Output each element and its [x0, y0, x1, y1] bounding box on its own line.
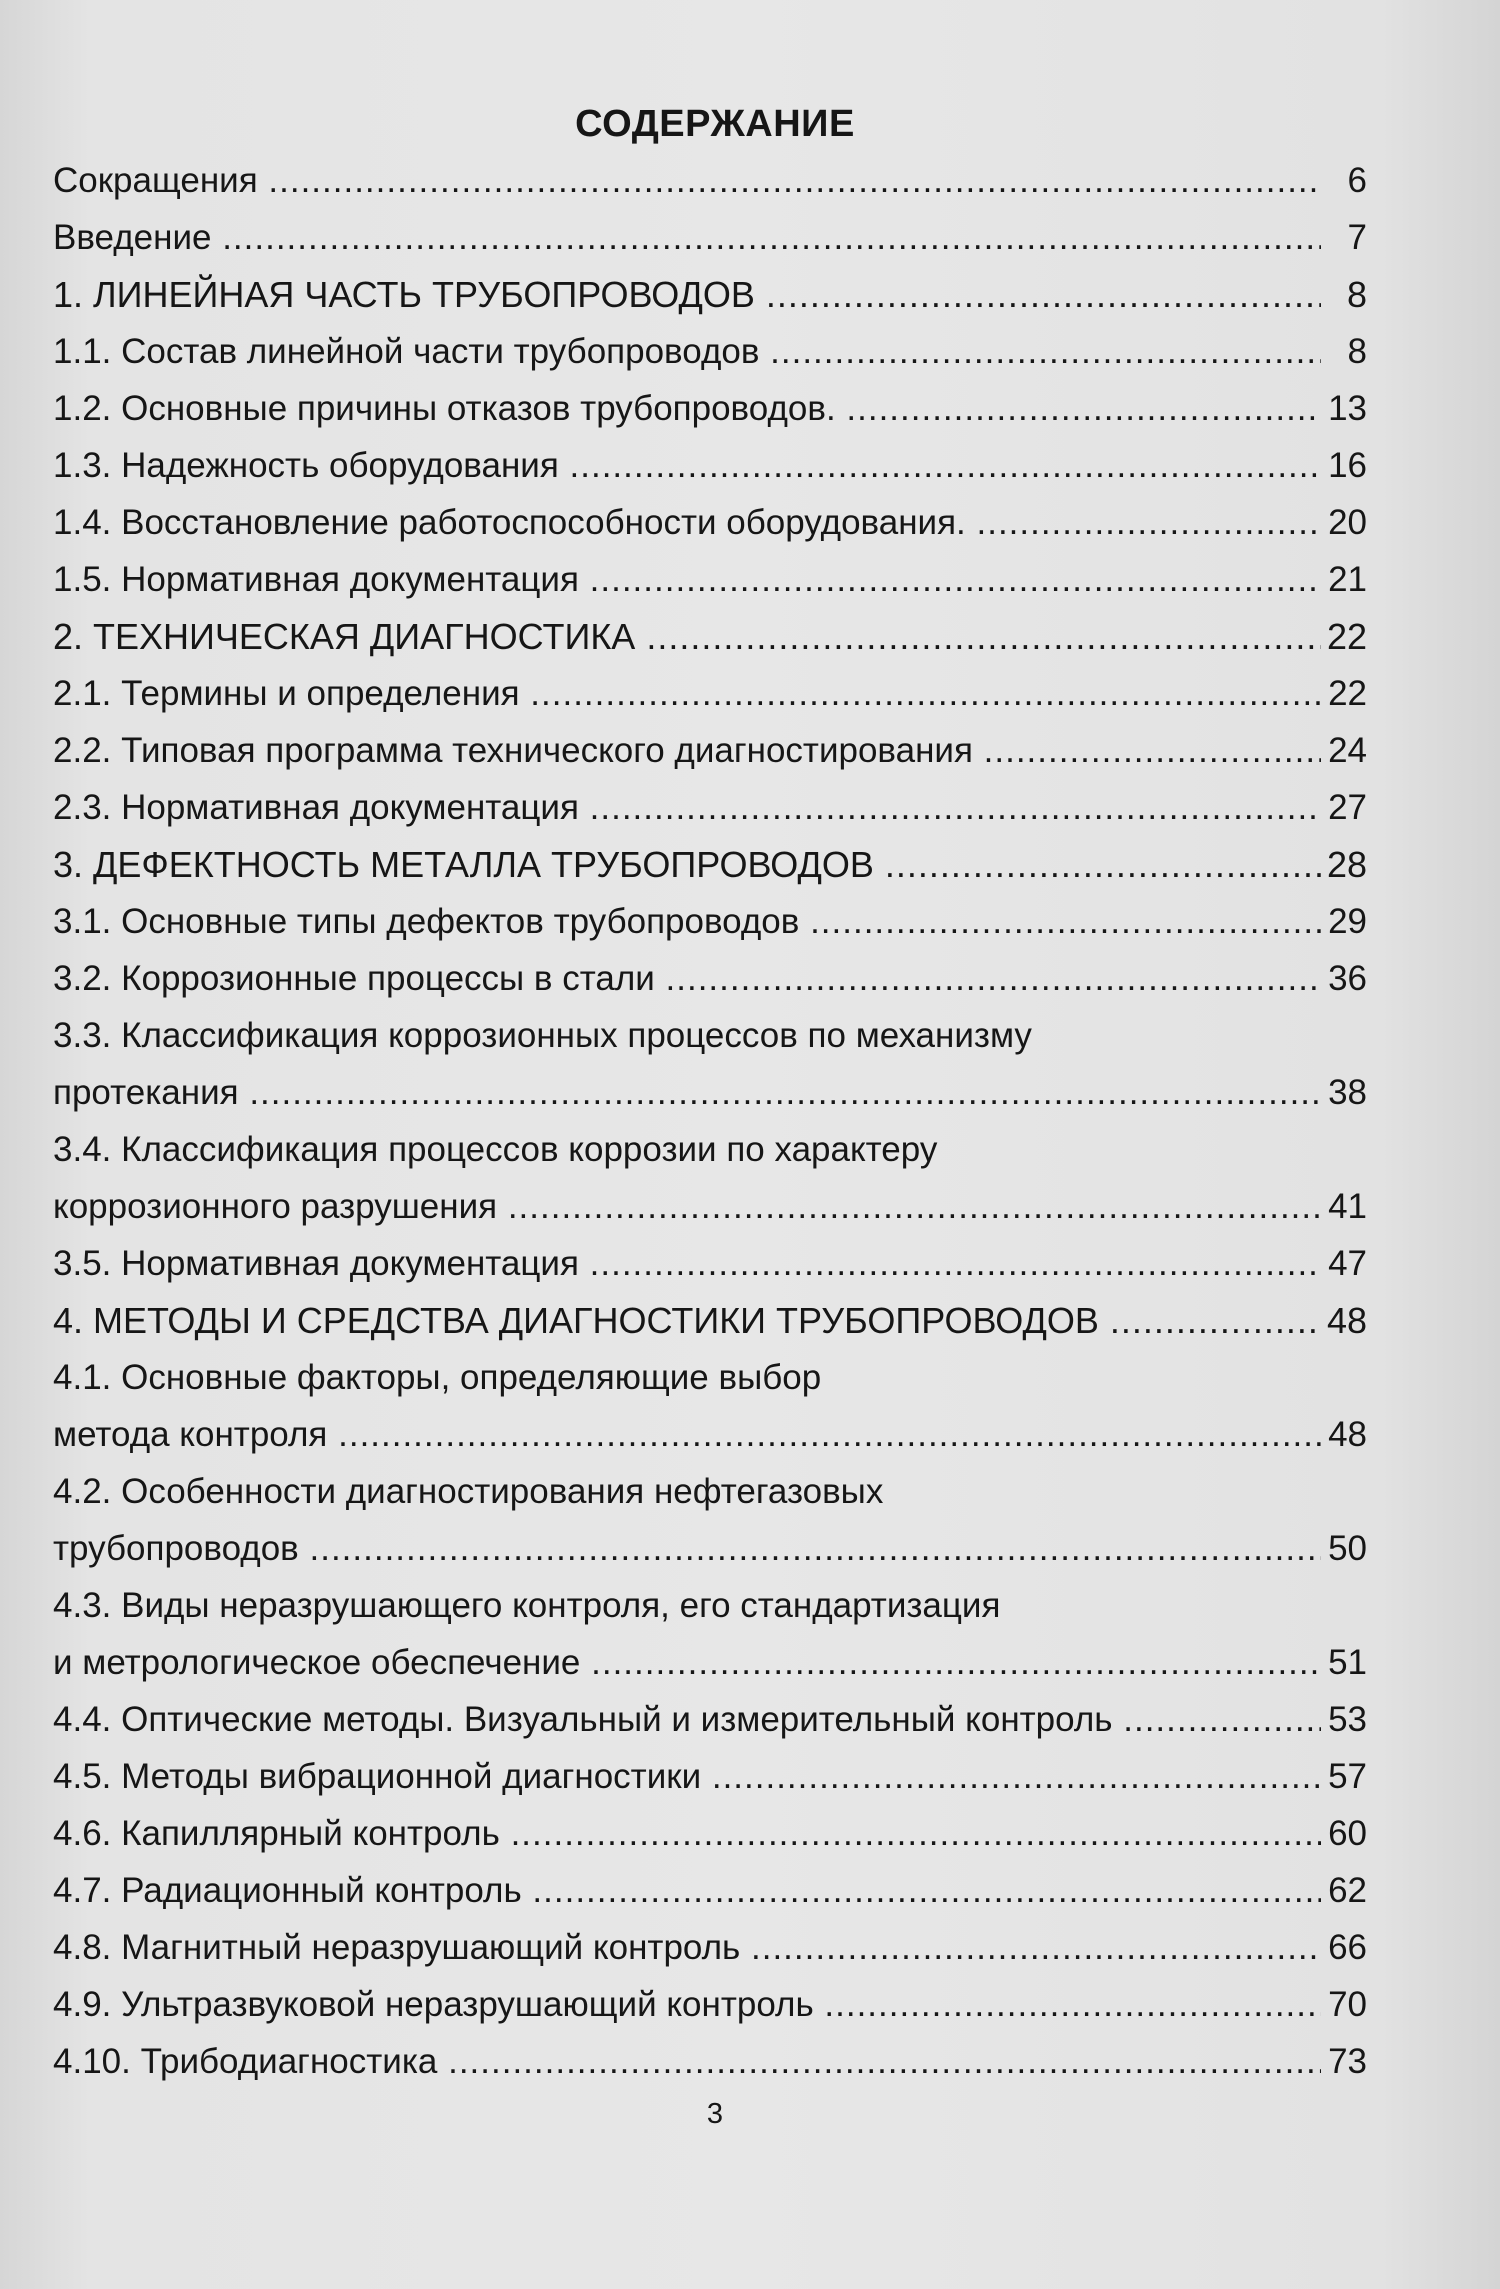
toc-entry-page: 50 — [1328, 1529, 1367, 1568]
toc-entry-text: 2.1. Термины и определения ..... — [53, 665, 1321, 722]
toc-entry-text: 4. МЕТОДЫ И СРЕДСТВА ДИАГНОСТИКИ ТРУБОПРОВОДОВ ..... — [53, 1292, 1321, 1349]
toc-entry-page: 16 — [1328, 446, 1367, 485]
toc-entry-1-5[interactable] — [53, 551, 1367, 608]
toc-entry-chapter-2[interactable] — [53, 608, 1367, 665]
toc-entry-page: 28 — [1326, 844, 1367, 885]
toc-entry-4-7[interactable] — [53, 1862, 1367, 1919]
toc-entry-4-9[interactable] — [53, 1976, 1367, 2033]
toc-entry-4-2-line-2[interactable] — [53, 1520, 1367, 1577]
toc-entry-4-10[interactable] — [53, 2033, 1367, 2090]
toc-entry-abbreviations[interactable] — [53, 152, 1367, 209]
toc-entry-text: 3.2. Коррозионные процессы в стали ..... — [53, 950, 1321, 1007]
toc-entry-1-4[interactable] — [53, 494, 1367, 551]
toc-entry-text: трубопроводов ..... — [53, 1520, 1321, 1577]
toc-entry-page: 22 — [1328, 674, 1367, 713]
toc-entry-3-2[interactable] — [53, 950, 1367, 1007]
toc-entry-text: 4.8. Магнитный неразрушающий контроль ..... — [53, 1919, 1321, 1976]
toc-entry-page: 21 — [1328, 560, 1367, 599]
toc-entry-text: Введение ..... — [53, 209, 1321, 266]
toc-entry-text: протекания ..... — [53, 1064, 1321, 1121]
toc-entry-text: 1.1. Состав линейной части трубопроводов ..... — [53, 323, 1321, 380]
toc-entry-text: 1.3. Надежность оборудования ..... — [53, 437, 1321, 494]
toc-entry-page: 51 — [1328, 1643, 1367, 1682]
toc-entry-text: 3. ДЕФЕКТНОСТЬ МЕТАЛЛА ТРУБОПРОВОДОВ ..... — [53, 836, 1321, 893]
toc-entry-page: 6 — [1347, 161, 1367, 200]
toc-entry-page: 41 — [1328, 1187, 1367, 1226]
toc-entry-1-2[interactable] — [53, 380, 1367, 437]
toc-entry-page: 48 — [1326, 1300, 1367, 1341]
table-of-contents — [53, 152, 1367, 2090]
toc-entry-page: 29 — [1328, 902, 1367, 941]
toc-entry-page: 13 — [1328, 389, 1367, 428]
toc-entry-2-3[interactable] — [53, 779, 1367, 836]
toc-entry-4-1-line-2[interactable] — [53, 1406, 1367, 1463]
toc-entry-text: 2.2. Типовая программа технического диагностирования ..... — [53, 722, 1321, 779]
toc-heading: СОДЕРЖАНИЕ — [575, 103, 855, 145]
toc-entry-text: 4.10. Трибодиагностика ..... — [53, 2033, 1321, 2090]
toc-entry-text: 3.5. Нормативная документация ..... — [53, 1235, 1321, 1292]
toc-entry-page: 36 — [1328, 959, 1367, 998]
toc-entry-3-4-line-2[interactable] — [53, 1178, 1367, 1235]
toc-entry-4-8[interactable] — [53, 1919, 1367, 1976]
toc-entry-text: 4.7. Радиационный контроль ..... — [53, 1862, 1321, 1919]
toc-entry-text: 2.3. Нормативная документация ..... — [53, 779, 1321, 836]
toc-entry-text: коррозионного разрушения ..... — [53, 1178, 1321, 1235]
toc-entry-3-5[interactable] — [53, 1235, 1367, 1292]
toc-entry-text: Сокращения ..... — [53, 152, 1321, 209]
toc-entry-4-5[interactable] — [53, 1748, 1367, 1805]
toc-entry-text: 4.2. Особенности диагностирования нефтегазовых — [53, 1472, 884, 1511]
page-number: 3 — [706, 2098, 724, 2130]
toc-entry-page: 24 — [1328, 731, 1367, 770]
toc-entry-page: 22 — [1326, 616, 1367, 657]
toc-entry-chapter-3[interactable] — [53, 836, 1367, 893]
toc-entry-text: 1.4. Восстановление работоспособности оборудования. ..... — [53, 494, 1321, 551]
toc-entry-page: 47 — [1328, 1244, 1367, 1283]
toc-entry-3-3-line-1[interactable] — [53, 1007, 1367, 1064]
toc-entry-4-4[interactable] — [53, 1691, 1367, 1748]
toc-entry-text: 4.9. Ультразвуковой неразрушающий контроль ..... — [53, 1976, 1321, 2033]
toc-entry-4-2-line-1[interactable] — [53, 1463, 1367, 1520]
toc-entry-text: 3.1. Основные типы дефектов трубопроводов ..... — [53, 893, 1321, 950]
toc-entry-1-3[interactable] — [53, 437, 1367, 494]
toc-entry-2-1[interactable] — [53, 665, 1367, 722]
toc-entry-1-1[interactable] — [53, 323, 1367, 380]
toc-entry-text: 2. ТЕХНИЧЕСКАЯ ДИАГНОСТИКА ..... — [53, 608, 1321, 665]
toc-entry-page: 38 — [1328, 1073, 1367, 1112]
toc-entry-page: 7 — [1347, 218, 1367, 257]
toc-entry-page: 8 — [1347, 332, 1367, 371]
toc-entry-3-3-line-2[interactable] — [53, 1064, 1367, 1121]
toc-entry-text: 4.4. Оптические методы. Визуальный и измерительный контроль ..... — [53, 1691, 1321, 1748]
toc-entry-page: 62 — [1328, 1871, 1367, 1910]
toc-entry-page: 27 — [1328, 788, 1367, 827]
toc-entry-4-6[interactable] — [53, 1805, 1367, 1862]
toc-entry-text: 4.3. Виды неразрушающего контроля, его стандартизация — [53, 1586, 1001, 1625]
toc-entry-text: 3.3. Классификация коррозионных процессов по механизму — [53, 1016, 1032, 1055]
toc-entry-page: 73 — [1328, 2042, 1367, 2081]
toc-entry-text: метода контроля ..... — [53, 1406, 1321, 1463]
toc-entry-text: 1.5. Нормативная документация ..... — [53, 551, 1321, 608]
toc-entry-4-3-line-1[interactable] — [53, 1577, 1367, 1634]
toc-entry-introduction[interactable] — [53, 209, 1367, 266]
toc-entry-3-4-line-1[interactable] — [53, 1121, 1367, 1178]
toc-entry-text: 1.2. Основные причины отказов трубопроводов. ..... — [53, 380, 1321, 437]
toc-entry-text: 3.4. Классификация процессов коррозии по характеру — [53, 1130, 938, 1169]
toc-entry-page: 60 — [1328, 1814, 1367, 1853]
toc-entry-page: 57 — [1328, 1757, 1367, 1796]
toc-entry-page: 20 — [1328, 503, 1367, 542]
toc-entry-page: 66 — [1328, 1928, 1367, 1967]
toc-entry-page: 48 — [1328, 1415, 1367, 1454]
toc-entry-4-1-line-1[interactable] — [53, 1349, 1367, 1406]
toc-entry-chapter-1[interactable] — [53, 266, 1367, 323]
toc-entry-text: 1. ЛИНЕЙНАЯ ЧАСТЬ ТРУБОПРОВОДОВ ..... — [53, 266, 1321, 323]
toc-entry-4-3-line-2[interactable] — [53, 1634, 1367, 1691]
toc-entry-text: 4.6. Капиллярный контроль ..... — [53, 1805, 1321, 1862]
toc-entry-2-2[interactable] — [53, 722, 1367, 779]
toc-entry-3-1[interactable] — [53, 893, 1367, 950]
toc-entry-chapter-4[interactable] — [53, 1292, 1367, 1349]
toc-entry-text: 4.1. Основные факторы, определяющие выбор — [53, 1358, 822, 1397]
toc-entry-page: 70 — [1328, 1985, 1367, 2024]
toc-entry-page: 53 — [1328, 1700, 1367, 1739]
toc-entry-text: и метрологическое обеспечение ..... — [53, 1634, 1321, 1691]
toc-entry-page: 8 — [1346, 274, 1367, 315]
toc-entry-text: 4.5. Методы вибрационной диагностики ..... — [53, 1748, 1321, 1805]
